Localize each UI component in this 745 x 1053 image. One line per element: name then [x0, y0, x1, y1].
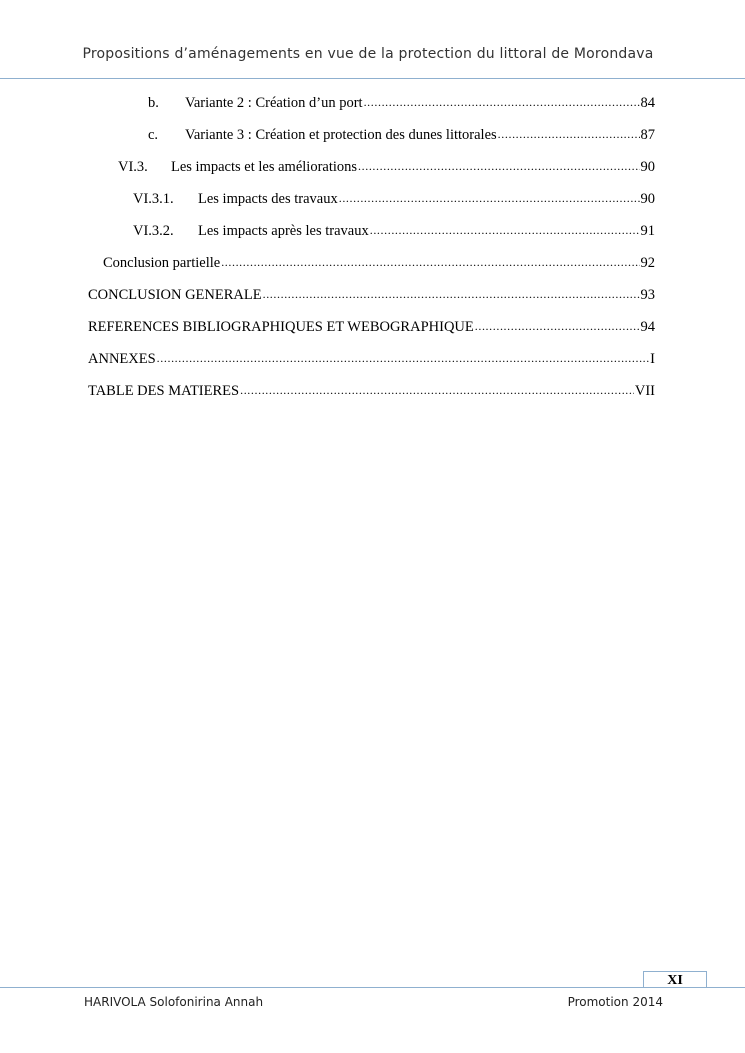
footer-promotion: Promotion 2014: [567, 995, 663, 1009]
toc-entry-page: 90: [640, 191, 655, 207]
toc-entry[interactable]: [133, 191, 655, 211]
toc-entry-page: 94: [640, 319, 655, 335]
toc-leader-dots: [221, 254, 639, 271]
toc-entry-page: 90: [640, 159, 655, 175]
toc-entry[interactable]: [148, 127, 655, 147]
toc-leader-dots: [339, 190, 640, 207]
toc-entry-page: 92: [640, 255, 655, 271]
page-number-box: XI: [643, 971, 707, 988]
footer-divider: [0, 987, 745, 988]
toc-entry[interactable]: [88, 319, 655, 339]
toc-leader-dots: [263, 286, 640, 303]
toc-leader-dots: [475, 318, 640, 335]
toc-leader-dots: [370, 222, 640, 239]
toc-entry-title: Les impacts des travaux: [198, 191, 338, 207]
toc-entry-page: 87: [640, 127, 655, 143]
toc-leader-dots: [364, 94, 640, 111]
toc-entry[interactable]: [133, 223, 655, 243]
toc-leader-dots: [157, 350, 649, 367]
toc-entry-number: VI.3.: [118, 159, 148, 175]
toc-entry-number: VI.3.1.: [133, 191, 174, 207]
toc-entry-title: Les impacts après les travaux: [198, 223, 369, 239]
toc-entry-title: TABLE DES MATIERES: [88, 383, 240, 399]
toc-entry-page: VII: [634, 383, 655, 399]
toc-leader-dots: [498, 126, 640, 143]
toc-entry-title: Variante 2 : Création d’un port: [185, 95, 363, 111]
toc-entry-page: 93: [640, 287, 655, 303]
toc-entry[interactable]: [103, 255, 655, 275]
toc-entry-number: VI.3.2.: [133, 223, 174, 239]
toc-entry[interactable]: [148, 95, 655, 115]
toc-entry-title: Les impacts et les améliorations: [171, 159, 358, 175]
toc-entry-title: Conclusion partielle: [103, 255, 221, 271]
toc-entry-page: 84: [640, 95, 655, 111]
toc-entry-title: CONCLUSION GENERALE: [88, 287, 262, 303]
toc-entry[interactable]: [88, 287, 655, 307]
toc-entry[interactable]: [88, 351, 655, 371]
footer-author: HARIVOLA Solofonirina Annah: [84, 995, 264, 1009]
toc-entry-number: b.: [148, 95, 159, 111]
toc-entry[interactable]: [88, 383, 655, 403]
toc-leader-dots: [240, 382, 634, 399]
toc-leader-dots: [358, 158, 639, 175]
toc-entry-page: 91: [640, 223, 655, 239]
toc-entry-title: Variante 3 : Création et protection des dunes littorales: [185, 127, 497, 143]
toc-entry-number: c.: [148, 127, 159, 143]
toc-entry-title: REFERENCES BIBLIOGRAPHIQUES ET WEBOGRAPHIQUE: [88, 319, 474, 335]
toc-entry-page: I: [650, 351, 655, 367]
page-header-title: Propositions d’aménagements en vue de la protection du littoral de Morondava: [82, 46, 654, 62]
header-divider: [0, 78, 745, 79]
toc-entry[interactable]: [118, 159, 655, 179]
toc-entry-title: ANNEXES: [88, 351, 156, 367]
